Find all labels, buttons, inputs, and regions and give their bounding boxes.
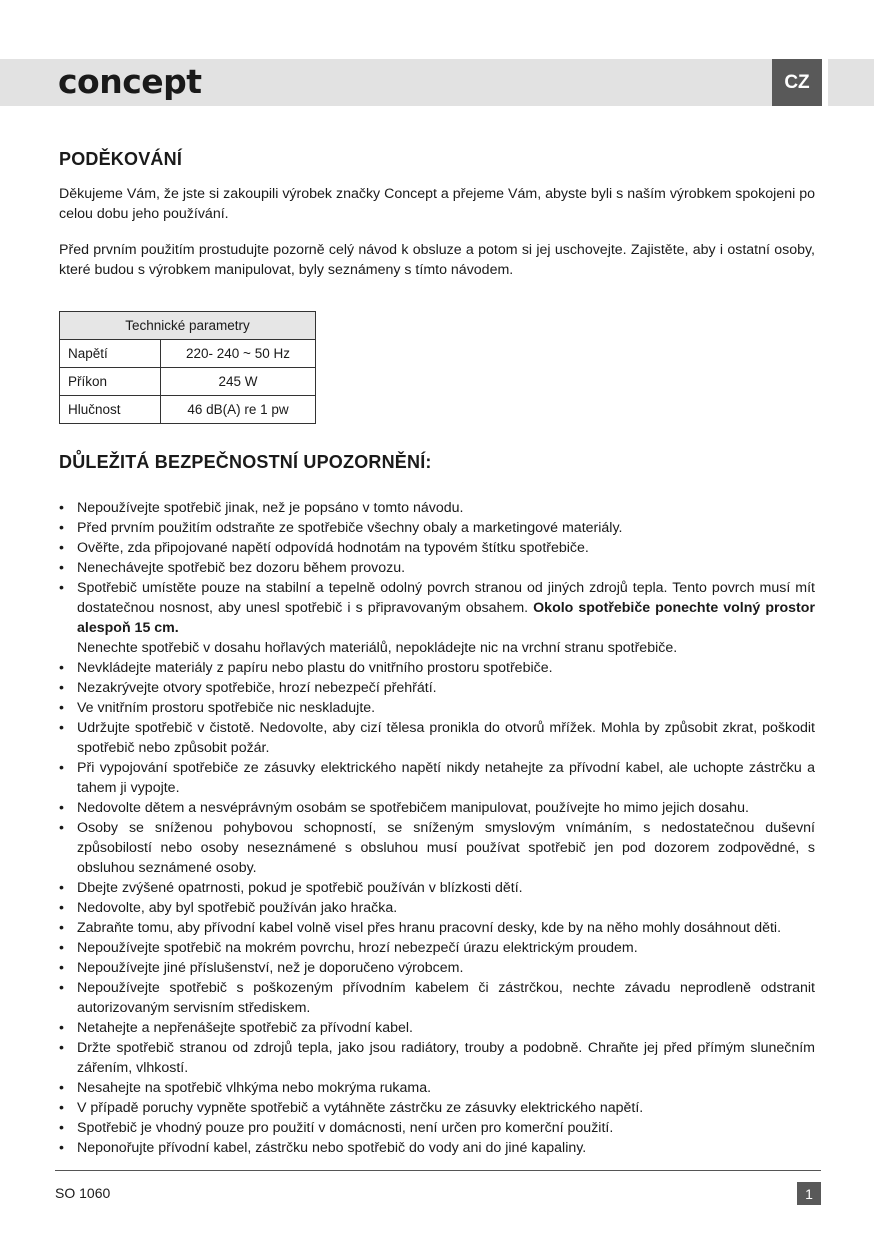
item-text: Osoby se sníženou pohybovou schopností, se sníženým smyslovým vnímáním, s nedostatečnou duševní způsobilostí nebo osoby neseznámené s obsluhou musí používat spotřebič jen pod dozorem zodpovědné, s obsluhou seznámené osoby. (77, 820, 815, 876)
bullet: • (59, 960, 64, 976)
param-label: Hlučnost (60, 396, 161, 424)
bullet: • (59, 1020, 64, 1036)
list-item (59, 698, 815, 718)
list-item (59, 798, 815, 818)
param-value: 245 W (161, 368, 316, 396)
param-value: 46 dB(A) re 1 pw (161, 396, 316, 424)
footer-divider (55, 1170, 821, 1171)
item-text: Nepoužívejte spotřebič na mokrém povrchu, hrozí nebezpečí úrazu elektrickým proudem. (77, 940, 638, 956)
list-item (59, 578, 815, 658)
list-item (59, 758, 815, 798)
technical-parameters-table (59, 311, 316, 424)
item-text: Nesahejte na spotřebič vlhkýma nebo mokrýma rukama. (77, 1080, 432, 1096)
bold-note: Okolo spotřebiče ponechte volný prostor alespoň 15 cm. (77, 600, 815, 636)
bullet: • (59, 580, 64, 596)
concept-logo: concept (58, 62, 202, 101)
page-content (59, 149, 815, 1158)
item-text: Dbejte zvýšené opatrnosti, pokud je spotřebič používán v blízkosti dětí. (77, 880, 523, 896)
bullet: • (59, 520, 64, 536)
list-item (59, 1118, 815, 1138)
bullet: • (59, 540, 64, 556)
list-item (59, 518, 815, 538)
bullet: • (59, 1140, 64, 1156)
bullet: • (59, 660, 64, 676)
item-text: Při vypojování spotřebiče ze zásuvky elektrického napětí nikdy netahejte za přívodní kabel, ale uchopte zástrčku a tahem ji vypojte. (77, 760, 815, 796)
item-text: V případě poruchy vypněte spotřebič a vytáhněte zástrčku ze zásuvky elektrického napětí. (77, 1100, 644, 1116)
list-item (59, 818, 815, 878)
list-item (59, 1138, 815, 1158)
item-text: Nenechávejte spotřebič bez dozoru během provozu. (77, 560, 406, 576)
item-text: Nepoužívejte spotřebič s poškozeným přívodním kabelem či zástrčkou, nechte závadu neprodleně odstranit autorizovaným servisním střediskem. (77, 980, 815, 1016)
table-title: Technické parametry (60, 312, 316, 340)
bullet: • (59, 800, 64, 816)
bullet: • (59, 980, 64, 996)
param-value: 220- 240 ~ 50 Hz (161, 340, 316, 368)
list-item (59, 678, 815, 698)
bullet: • (59, 500, 64, 516)
list-item (59, 658, 815, 678)
item-text: Ověřte, zda připojované napětí odpovídá hodnotám na typovém štítku spotřebiče. (77, 540, 589, 556)
item-text: Nedovolte dětem a nesvéprávným osobám se spotřebičem manipulovat, používejte ho mimo jejich dosahu. (77, 800, 749, 816)
item-text: Zabraňte tomu, aby přívodní kabel volně visel přes hranu pracovní desky, kde by na něho mohly dosáhnout děti. (77, 920, 782, 936)
list-item (59, 1078, 815, 1098)
list-item (59, 1098, 815, 1118)
table-row (60, 368, 316, 396)
safety-list (59, 498, 815, 1158)
list-item (59, 978, 815, 1018)
item-text: Udržujte spotřebič v čistotě. Nedovolte, aby cizí tělesa pronikla do otvorů mřížek. Mohla by způsobit zkrat, poškodit spotřebič nebo způsobit požár. (77, 720, 815, 756)
param-label: Napětí (60, 340, 161, 368)
header-divider (822, 59, 828, 106)
item-text: Ve vnitřním prostoru spotřebiče nic neskladujte. (77, 700, 376, 716)
thanks-heading: PODĚKOVÁNÍ (59, 149, 183, 169)
item-text: Spotřebič je vhodný pouze pro použití v domácnosti, není určen pro komerční použití. (77, 1120, 614, 1136)
list-item (59, 1018, 815, 1038)
param-label: Příkon (60, 368, 161, 396)
bullet: • (59, 920, 64, 936)
language-badge: CZ (772, 59, 822, 106)
bullet: • (59, 1080, 64, 1096)
list-item (59, 1038, 815, 1078)
bullet: • (59, 880, 64, 896)
table-row (60, 340, 316, 368)
safety-heading: DŮLEŽITÁ BEZPEČNOSTNÍ UPOZORNĚNÍ: (59, 452, 432, 472)
bullet: • (59, 700, 64, 716)
list-item (59, 958, 815, 978)
list-item (59, 878, 815, 898)
item-text: Nepoužívejte jiné příslušenství, než je doporučeno výrobcem. (77, 960, 464, 976)
list-item (59, 918, 815, 938)
bullet: • (59, 760, 64, 776)
item-text: Spotřebič umístěte pouze na stabilní a tepelně odolný povrch stranou od jiných zdrojů tepla. Tento povrch musí mít dostatečnou nosnost, aby unesl spotřebič i s připravovaným obsahem. (77, 580, 815, 616)
item-text: Nedovolte, aby byl spotřebič používán jako hračka. (77, 900, 398, 916)
item-text: Neponořujte přívodní kabel, zástrčku nebo spotřebič do vody ani do jiné kapaliny. (77, 1140, 587, 1156)
table-row (60, 396, 316, 424)
bullet: • (59, 680, 64, 696)
bullet: • (59, 1100, 64, 1116)
thanks-paragraph: Děkujeme Vám, že jste si zakoupili výrobek značky Concept a přejeme Vám, abyste byli s naším výrobkem spokojeni po celou dobu jeho používání. (59, 186, 815, 222)
item-text: Nevkládejte materiály z papíru nebo plastu do vnitřního prostoru spotřebiče. (77, 660, 553, 676)
item-text: Netahejte a nepřenášejte spotřebič za přívodní kabel. (77, 1020, 413, 1036)
item-text: Nepoužívejte spotřebič jinak, než je popsáno v tomto návodu. (77, 500, 464, 516)
item-text: Nezakrývejte otvory spotřebiče, hrozí nebezpečí přehřátí. (77, 680, 437, 696)
list-item (59, 938, 815, 958)
list-item (59, 898, 815, 918)
bullet: • (59, 1040, 64, 1056)
list-item (59, 538, 815, 558)
bullet: • (59, 720, 64, 736)
item-text-continued: Nenechte spotřebič v dosahu hořlavých materiálů, nepokládejte nic na vrchní stranu spotřebiče. (77, 640, 678, 656)
item-text: Držte spotřebič stranou od zdrojů tepla, jako jsou radiátory, trouby a podobně. Chraňte jej před přímým slunečním zářením, vlhkostí. (77, 1040, 815, 1076)
bullet: • (59, 820, 64, 836)
model-number: SO 1060 (55, 1185, 111, 1201)
page-number: 1 (797, 1182, 821, 1205)
list-item (59, 718, 815, 758)
bullet: • (59, 560, 64, 576)
bullet: • (59, 1120, 64, 1136)
instructions-paragraph: Před prvním použitím prostudujte pozorně celý návod k obsluze a potom si jej uschovejte. Zajistěte, aby i ostatní osoby, které budou s výrobkem manipulovat, byly seznámeny s tímto návodem. (59, 242, 815, 278)
bullet: • (59, 900, 64, 916)
item-text: Před prvním použitím odstraňte ze spotřebiče všechny obaly a marketingové materiály. (77, 520, 623, 536)
bullet: • (59, 940, 64, 956)
table-header-row (60, 312, 316, 340)
list-item (59, 558, 815, 578)
list-item (59, 498, 815, 518)
